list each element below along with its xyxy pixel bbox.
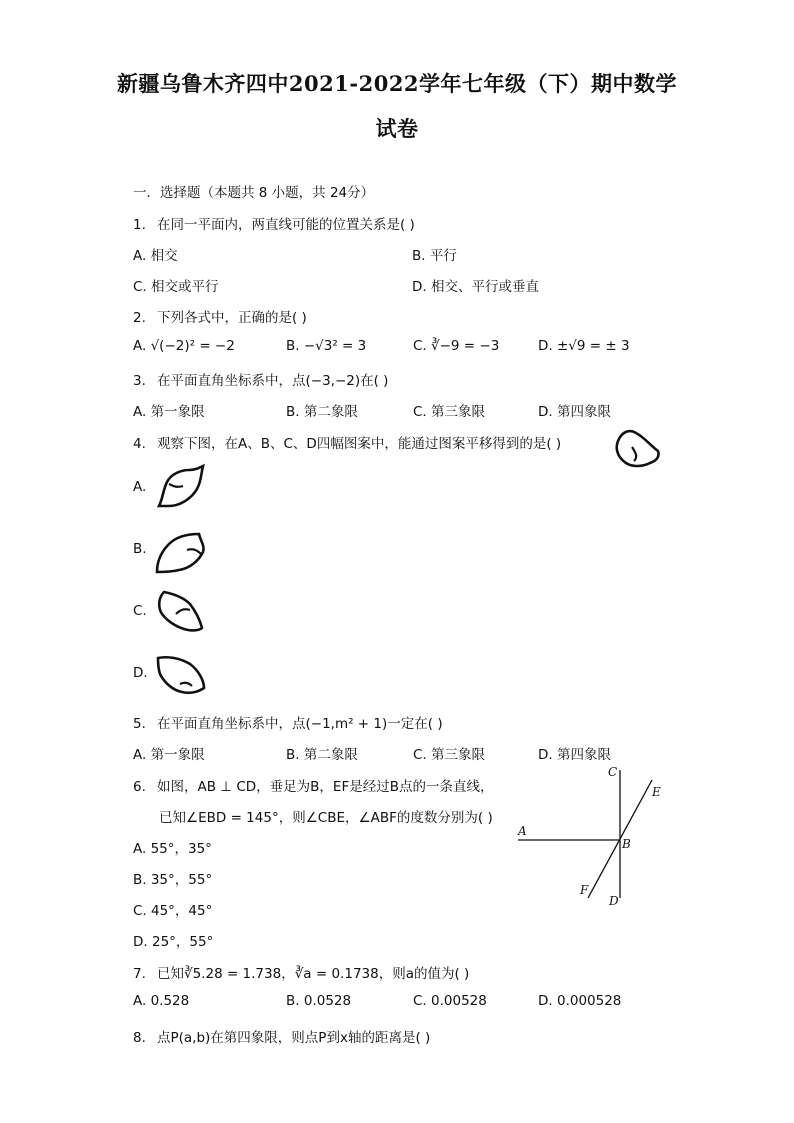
question-5 bbox=[133, 712, 443, 732]
question-number: 4. bbox=[133, 436, 146, 452]
q2-option-d[interactable]: D. ±√9 = ± 3 bbox=[538, 338, 630, 354]
q2-option-a[interactable]: A. √(−2)² = −2 bbox=[133, 338, 235, 354]
paper-title-line1: 新疆乌鲁木齐四中2021-2022学年七年级（下）期中数学 bbox=[116, 71, 678, 96]
question-number: 7. bbox=[133, 966, 146, 982]
q1-option-b[interactable]: B. 平行 bbox=[412, 248, 457, 264]
label-d: D bbox=[609, 894, 619, 908]
q5-option-c[interactable]: C. 第三象限 bbox=[413, 747, 486, 763]
reference-leaf-figure bbox=[610, 427, 662, 473]
q6-option-b[interactable]: B. 35°，55° bbox=[133, 872, 213, 888]
question-text: 点P(a,b)在第四象限，则点P到x轴的距离是( ) bbox=[157, 1030, 431, 1046]
option-c-leaf-figure[interactable] bbox=[154, 588, 206, 634]
question-number: 5. bbox=[133, 716, 146, 732]
question-text: 观察下图，在A、B、C、D四幅图案中，能通过图案平移得到的是( ) bbox=[157, 436, 562, 452]
label-c: C bbox=[608, 765, 618, 779]
q1-option-d[interactable]: D. 相交、平行或垂直 bbox=[412, 279, 539, 295]
section-heading: 一．选择题（本题共 8 小题，共 24分） bbox=[133, 185, 375, 201]
question-number: 1. bbox=[133, 217, 146, 233]
question-number: 2. bbox=[133, 310, 146, 326]
q5-option-b[interactable]: B. 第二象限 bbox=[286, 747, 358, 763]
question-7 bbox=[133, 962, 469, 982]
q3-option-c[interactable]: C. 第三象限 bbox=[413, 404, 486, 420]
question-4 bbox=[133, 432, 561, 452]
q2-option-c[interactable]: C. ∛−9 = −3 bbox=[413, 338, 500, 354]
label-e: E bbox=[652, 785, 661, 799]
question-text: 在平面直角坐标系中，点(−3,−2)在( ) bbox=[157, 373, 389, 389]
q7-option-b[interactable]: B. 0.0528 bbox=[286, 993, 352, 1009]
label-a: A bbox=[518, 824, 527, 838]
option-a-leaf-figure[interactable] bbox=[155, 462, 207, 510]
question-text: 在同一平面内，两直线可能的位置关系是( ) bbox=[157, 217, 415, 233]
q7-option-a[interactable]: A. 0.528 bbox=[133, 993, 190, 1009]
q6-option-a[interactable]: A. 55°，35° bbox=[133, 841, 212, 857]
label-f: F bbox=[580, 883, 589, 897]
q5-option-a[interactable]: A. 第一象限 bbox=[133, 747, 205, 763]
question-3 bbox=[133, 369, 388, 389]
perpendicular-lines-figure bbox=[512, 760, 672, 910]
q7-option-c[interactable]: C. 0.00528 bbox=[413, 993, 487, 1009]
q3-option-a[interactable]: A. 第一象限 bbox=[133, 404, 205, 420]
question-6-line2: 已知∠EBD = 145°，则∠CBE，∠ABF的度数分别为( ) bbox=[159, 810, 493, 826]
question-number: 8. bbox=[133, 1030, 146, 1046]
q7-option-d[interactable]: D. 0.000528 bbox=[538, 993, 622, 1009]
option-d-leaf-figure[interactable] bbox=[154, 652, 208, 698]
option-b-leaf-figure[interactable] bbox=[153, 528, 209, 576]
question-number: 6. bbox=[133, 779, 146, 795]
q3-option-b[interactable]: B. 第二象限 bbox=[286, 404, 358, 420]
q4-option-d[interactable]: D. bbox=[133, 665, 148, 681]
question-1 bbox=[133, 213, 415, 233]
q4-option-b[interactable]: B. bbox=[133, 541, 147, 557]
q5-option-d[interactable]: D. 第四象限 bbox=[538, 747, 611, 763]
q6-option-c[interactable]: C. 45°，45° bbox=[133, 903, 213, 919]
q4-option-a[interactable]: A. bbox=[133, 479, 147, 495]
q6-option-d[interactable]: D. 25°，55° bbox=[133, 934, 214, 950]
question-text: 已知∛5.28 = 1.738，∛a = 0.1738，则a的值为( ) bbox=[157, 966, 470, 982]
q1-option-a[interactable]: A. 相交 bbox=[133, 248, 178, 264]
q1-option-c[interactable]: C. 相交或平行 bbox=[133, 279, 219, 295]
question-number: 3. bbox=[133, 373, 146, 389]
question-text: 下列各式中，正确的是( ) bbox=[157, 310, 307, 326]
q2-option-b[interactable]: B. −√3² = 3 bbox=[286, 338, 367, 354]
question-text: 如图，AB ⊥ CD，垂足为B，EF是经过B点的一条直线， bbox=[157, 779, 494, 795]
label-b: B bbox=[622, 837, 631, 851]
q4-option-c[interactable]: C. bbox=[133, 603, 147, 619]
question-2 bbox=[133, 306, 307, 326]
question-text: 在平面直角坐标系中，点(−1,m² + 1)一定在( ) bbox=[157, 716, 443, 732]
question-6 bbox=[133, 775, 493, 795]
q3-option-d[interactable]: D. 第四象限 bbox=[538, 404, 611, 420]
question-8 bbox=[133, 1026, 430, 1046]
paper-title-line2: 试卷 bbox=[375, 116, 419, 141]
